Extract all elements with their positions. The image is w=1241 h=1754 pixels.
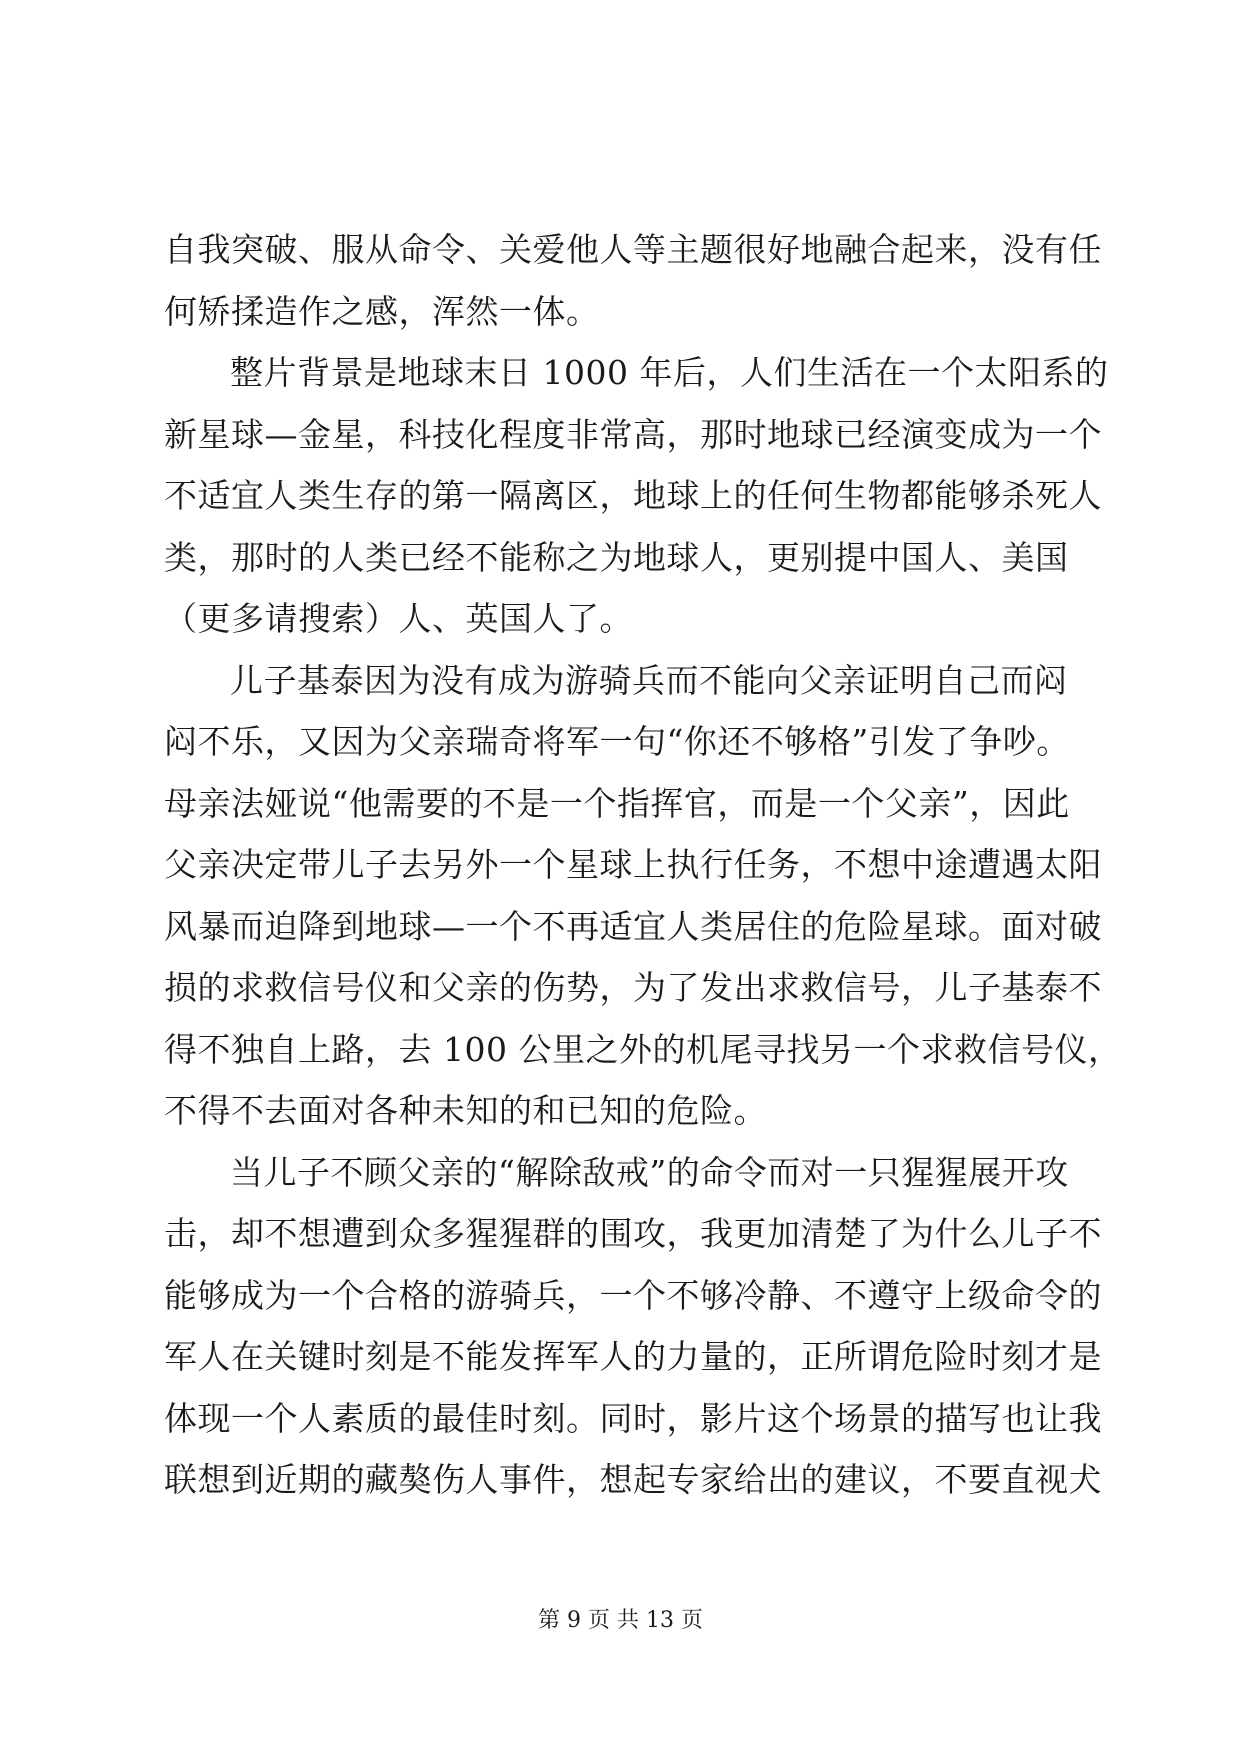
text-line: 不适宜人类生存的第一隔离区，地球上的任何生物都能够杀死人 bbox=[164, 476, 1102, 515]
text-line: 军人在关键时刻是不能发挥军人的力量的，正所谓危险时刻才是 bbox=[164, 1337, 1102, 1376]
text-line: （更多请搜索）人、英国人了。 bbox=[164, 599, 633, 638]
document-body bbox=[164, 230, 1122, 1524]
text-line: 父亲决定带儿子去另外一个星球上执行任务，不想中途遭遇太阳 bbox=[164, 845, 1102, 884]
text-line: 何矫揉造作之感，浑然一体。 bbox=[164, 291, 600, 331]
text-line: 闷不乐，又因为父亲瑞奇将军一句“你还不够格”引发了争吵。 bbox=[164, 722, 1070, 761]
text-line: 儿子基泰因为没有成为游骑兵而不能向父亲证明自己而闷 bbox=[230, 660, 1068, 700]
text-line: 整片背景是地球末日 1000 年后，人们生活在一个太阳系的 bbox=[230, 353, 1109, 392]
text-line: 损的求救信号仪和父亲的伤势，为了发出求救信号，儿子基泰不 bbox=[164, 968, 1102, 1007]
text-line: 新星球—金星，科技化程度非常高，那时地球已经演变成为一个 bbox=[164, 414, 1102, 454]
text-line: 类，那时的人类已经不能称之为地球人，更别提中国人、美国 bbox=[164, 537, 1069, 577]
text-line: 能够成为一个合格的游骑兵，一个不够冷静、不遵守上级命令的 bbox=[164, 1275, 1102, 1315]
page-number-footer: 第 9 页 共 13 页 bbox=[538, 1608, 703, 1633]
text-line: 体现一个人素质的最佳时刻。同时，影片这个场景的描写也让我 bbox=[164, 1398, 1102, 1438]
text-line: 风暴而迫降到地球—一个不再适宜人类居住的危险星球。面对破 bbox=[164, 906, 1102, 946]
text-line: 自我突破、服从命令、关爱他人等主题很好地融合起来，没有任 bbox=[164, 230, 1102, 269]
text-line: 母亲法娅说“他需要的不是一个指挥官，而是一个父亲”，因此 bbox=[164, 783, 1070, 823]
text-line: 击，却不想遭到众多猩猩群的围攻，我更加清楚了为什么儿子不 bbox=[164, 1214, 1102, 1253]
text-line: 当儿子不顾父亲的“解除敌戒”的命令而对一只猩猩展开攻 bbox=[230, 1152, 1069, 1192]
text-line: 不得不去面对各种未知的和已知的危险。 bbox=[164, 1091, 767, 1130]
text-line: 联想到近期的藏獒伤人事件，想起专家给出的建议，不要直视犬 bbox=[164, 1460, 1102, 1499]
text-line: 得不独自上路，去 100 公里之外的机尾寻找另一个求救信号仪， bbox=[164, 1029, 1122, 1069]
